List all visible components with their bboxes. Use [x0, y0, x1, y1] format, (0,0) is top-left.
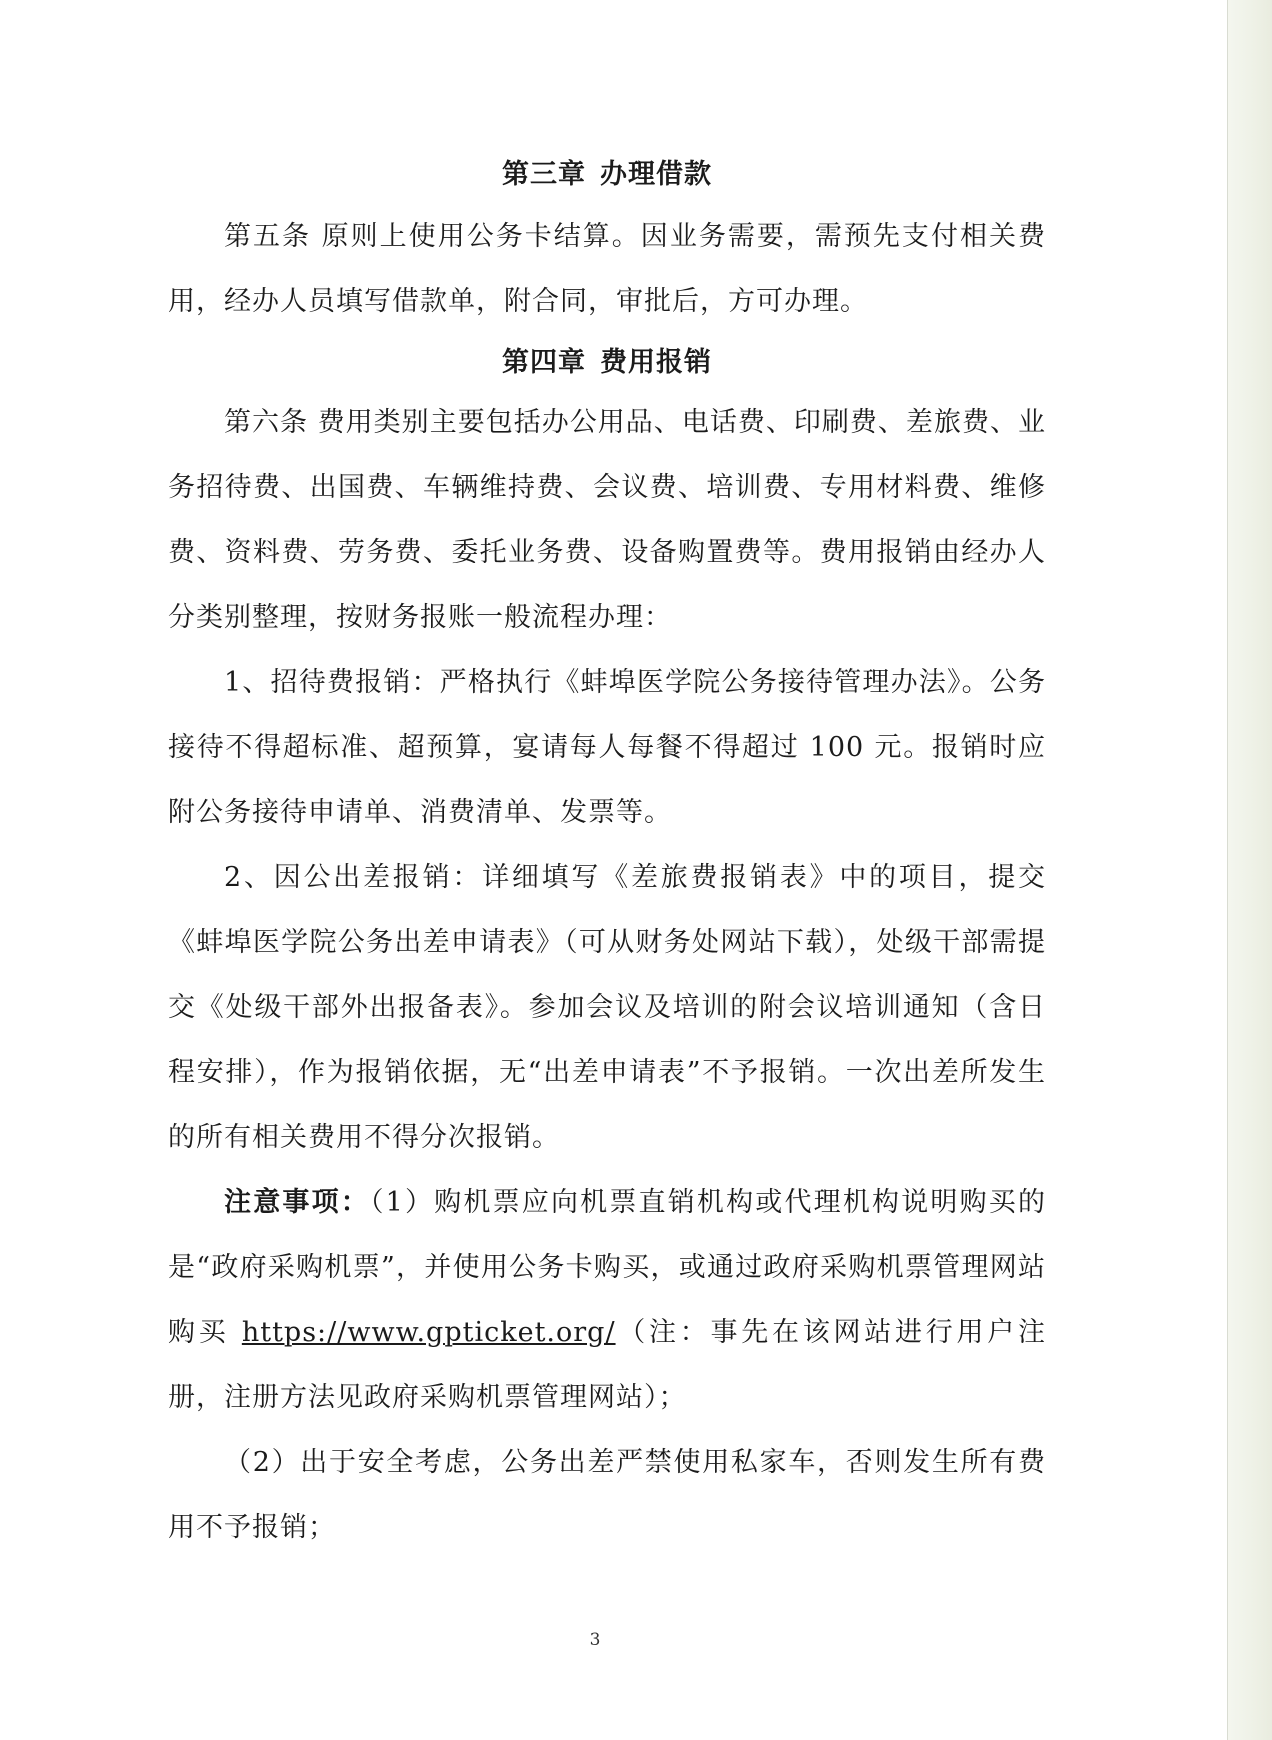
- chapter-4-number: 第四章: [502, 347, 586, 378]
- article-5-paragraph: 第五条 原则上使用公务卡结算。因业务需要，需预先支付相关费用，经办人员填写借款单，附合同，审批后，方可办理。: [168, 221, 1046, 317]
- note-1-text-after-link: （注：事先在该网站进行用户注册，注册方法见政府采购机票管理网站）；: [168, 1317, 1046, 1413]
- chapter-3-number: 第三章: [502, 159, 586, 190]
- business-travel-reimbursement-item: 2、因公出差报销：详细填写《差旅费报销表》中的项目，提交《蚌埠医学院公务出差申请表》（可从财务处网站下载），处级干部需提交《处级干部外出报备表》。参加会议及培训的附会议培训通知（含日程安排），作为报销依据，无“出差申请表”不予报销。一次出差所发生的所有相关费用不得分次报销。: [168, 862, 1046, 1153]
- chapter-4-heading: [168, 338, 1046, 388]
- chapter-3-heading: [168, 150, 1046, 200]
- notes-paragraph-1: [168, 1170, 1046, 1430]
- page-number: 3: [589, 1630, 601, 1650]
- document-page: [168, 150, 1046, 1560]
- chapter-3-title: 办理借款: [600, 159, 712, 190]
- hospitality-reimbursement-item: 1、招待费报销：严格执行《蚌埠医学院公务接待管理办法》。公务接待不得超标准、超预算，宴请每人每餐不得超过 100 元。报销时应附公务接待申请单、消费清单、发票等。: [168, 667, 1046, 828]
- chapter-4-title: 费用报销: [600, 347, 712, 378]
- article-6-paragraph: 第六条 费用类别主要包括办公用品、电话费、印刷费、差旅费、业务招待费、出国费、车辆维持费、会议费、培训费、专用材料费、维修费、资料费、劳务费、委托业务费、设备购置费等。费用报销由经办人分类别整理，按财务报账一般流程办理：: [168, 407, 1046, 633]
- gpticket-link[interactable]: https://www.gpticket.org/: [241, 1317, 616, 1348]
- notes-paragraph-2: （2）出于安全考虑，公务出差严禁使用私家车，否则发生所有费用不予报销；: [168, 1447, 1046, 1543]
- notes-label: 注意事项：: [224, 1187, 370, 1218]
- scan-edge-shadow: [1228, 0, 1272, 1740]
- note-1-text-before-link: （1）购机票应向机票直销机构或代理机构说明购买的是“政府采购机票”，并使用公务卡购买，或通过政府采购机票管理网站购买: [168, 1187, 1046, 1348]
